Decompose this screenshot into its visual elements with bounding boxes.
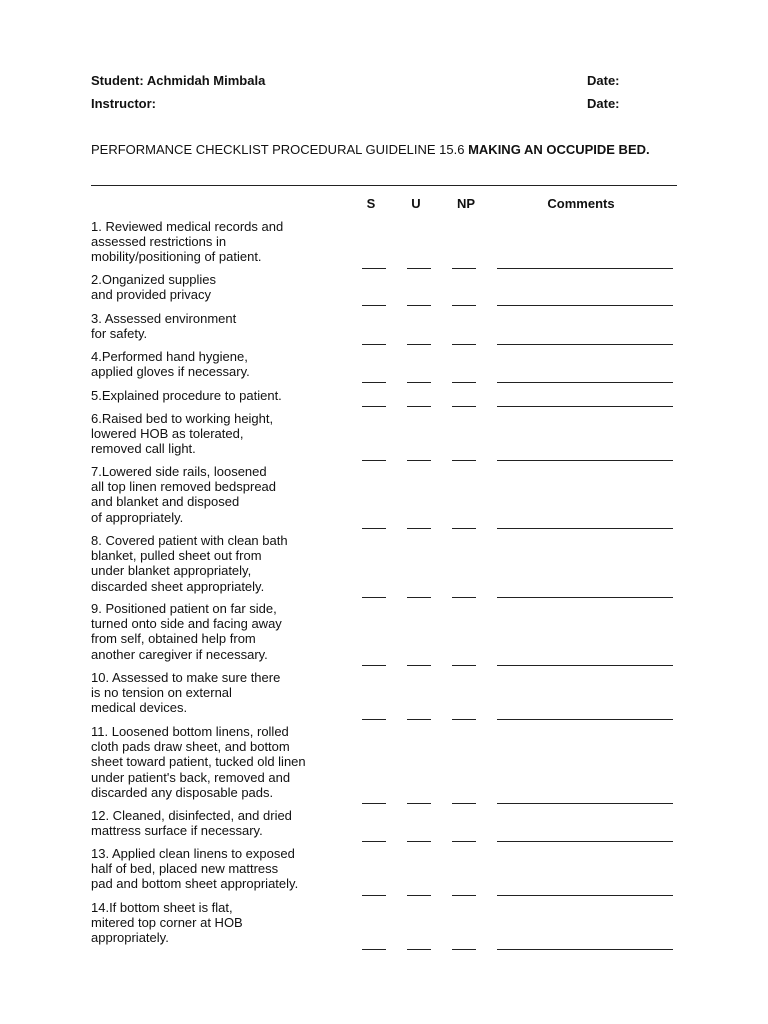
np-blank[interactable] xyxy=(452,803,476,804)
s-blank[interactable] xyxy=(362,268,386,269)
comments-blank[interactable] xyxy=(497,305,673,306)
s-blank[interactable] xyxy=(362,949,386,950)
date-label: Date: xyxy=(587,96,620,111)
np-blank[interactable] xyxy=(452,460,476,461)
s-blank[interactable] xyxy=(362,597,386,598)
comments-blank[interactable] xyxy=(497,460,673,461)
s-blank[interactable] xyxy=(362,803,386,804)
title-bold: MAKING AN OCCUPIDE BED. xyxy=(468,142,650,157)
u-blank[interactable] xyxy=(407,949,431,950)
checklist-item-text: 3. Assessed environment for safety. xyxy=(91,311,237,342)
checklist-item-text: 7.Lowered side rails, loosened all top linen removed bedspread and blanket and disposed of appropriately. xyxy=(91,464,277,525)
u-blank[interactable] xyxy=(407,406,431,407)
comments-blank[interactable] xyxy=(497,949,673,950)
u-blank[interactable] xyxy=(407,268,431,269)
s-blank[interactable] xyxy=(362,528,386,529)
checklist-item-text: 6.Raised bed to working height, lowered HOB as tolerated, removed call light. xyxy=(91,411,274,457)
np-blank[interactable] xyxy=(452,344,476,345)
column-header-u: U xyxy=(411,196,421,211)
s-blank[interactable] xyxy=(362,460,386,461)
np-blank[interactable] xyxy=(452,268,476,269)
np-blank[interactable] xyxy=(452,719,476,720)
checklist-item-text: 4.Performed hand hygiene, applied gloves if necessary. xyxy=(91,349,250,380)
s-blank[interactable] xyxy=(362,406,386,407)
np-blank[interactable] xyxy=(452,528,476,529)
comments-blank[interactable] xyxy=(497,719,673,720)
s-blank[interactable] xyxy=(362,895,386,896)
checklist-item-text: 13. Applied clean linens to exposed half of bed, placed new mattress pad and bottom sheet appropriately. xyxy=(91,846,299,892)
checklist-item-text: 1. Reviewed medical records and assessed restrictions in mobility/positioning of patient. xyxy=(91,219,284,265)
u-blank[interactable] xyxy=(407,305,431,306)
comments-blank[interactable] xyxy=(497,665,673,666)
comments-blank[interactable] xyxy=(497,803,673,804)
np-blank[interactable] xyxy=(452,406,476,407)
checklist-item-text: 14.If bottom sheet is flat, mitered top corner at HOB appropriately. xyxy=(91,900,243,946)
column-header-comments: Comments xyxy=(547,196,615,211)
student-label: Student: Achmidah Mimbala xyxy=(91,73,266,88)
comments-blank[interactable] xyxy=(497,406,673,407)
u-blank[interactable] xyxy=(407,895,431,896)
checklist-item-text: 10. Assessed to make sure there is no tension on external medical devices. xyxy=(91,670,281,716)
checklist-item-text: 5.Explained procedure to patient. xyxy=(91,388,282,403)
comments-blank[interactable] xyxy=(497,528,673,529)
comments-blank[interactable] xyxy=(497,344,673,345)
checklist-item-text: 9. Positioned patient on far side, turned onto side and facing away from self, obtained help from another caregiver if necessary. xyxy=(91,601,282,662)
u-blank[interactable] xyxy=(407,597,431,598)
s-blank[interactable] xyxy=(362,841,386,842)
u-blank[interactable] xyxy=(407,719,431,720)
np-blank[interactable] xyxy=(452,949,476,950)
np-blank[interactable] xyxy=(452,382,476,383)
np-blank[interactable] xyxy=(452,597,476,598)
u-blank[interactable] xyxy=(407,841,431,842)
s-blank[interactable] xyxy=(362,305,386,306)
comments-blank[interactable] xyxy=(497,382,673,383)
s-blank[interactable] xyxy=(362,382,386,383)
u-blank[interactable] xyxy=(407,528,431,529)
u-blank[interactable] xyxy=(407,803,431,804)
checklist-item-text: 12. Cleaned, disinfected, and dried mattress surface if necessary. xyxy=(91,808,292,839)
date-label: Date: xyxy=(587,73,620,88)
document-title xyxy=(91,142,651,158)
np-blank[interactable] xyxy=(452,841,476,842)
comments-blank[interactable] xyxy=(497,841,673,842)
column-header-s: S xyxy=(366,196,376,211)
checklist-item-text: 11. Loosened bottom linens, rolled cloth pads draw sheet, and bottom sheet toward patient, tucked old linen under patient's back, removed and discarded any disposable pads. xyxy=(91,724,306,800)
s-blank[interactable] xyxy=(362,719,386,720)
title-divider xyxy=(91,185,677,186)
np-blank[interactable] xyxy=(452,665,476,666)
u-blank[interactable] xyxy=(407,460,431,461)
column-header-np: NP xyxy=(456,196,476,211)
u-blank[interactable] xyxy=(407,382,431,383)
u-blank[interactable] xyxy=(407,344,431,345)
s-blank[interactable] xyxy=(362,344,386,345)
np-blank[interactable] xyxy=(452,305,476,306)
instructor-label: Instructor: xyxy=(91,96,156,111)
checklist-item-text: 2.Onganized supplies and provided privacy xyxy=(91,272,217,303)
np-blank[interactable] xyxy=(452,895,476,896)
comments-blank[interactable] xyxy=(497,895,673,896)
comments-blank[interactable] xyxy=(497,597,673,598)
checklist-item-text: 8. Covered patient with clean bath blanket, pulled sheet out from under blanket appropriately, discarded sheet appropriately. xyxy=(91,533,288,594)
u-blank[interactable] xyxy=(407,665,431,666)
s-blank[interactable] xyxy=(362,665,386,666)
title-prefix: PERFORMANCE CHECKLIST PROCEDURAL GUIDELINE 15.6 xyxy=(91,142,469,157)
comments-blank[interactable] xyxy=(497,268,673,269)
